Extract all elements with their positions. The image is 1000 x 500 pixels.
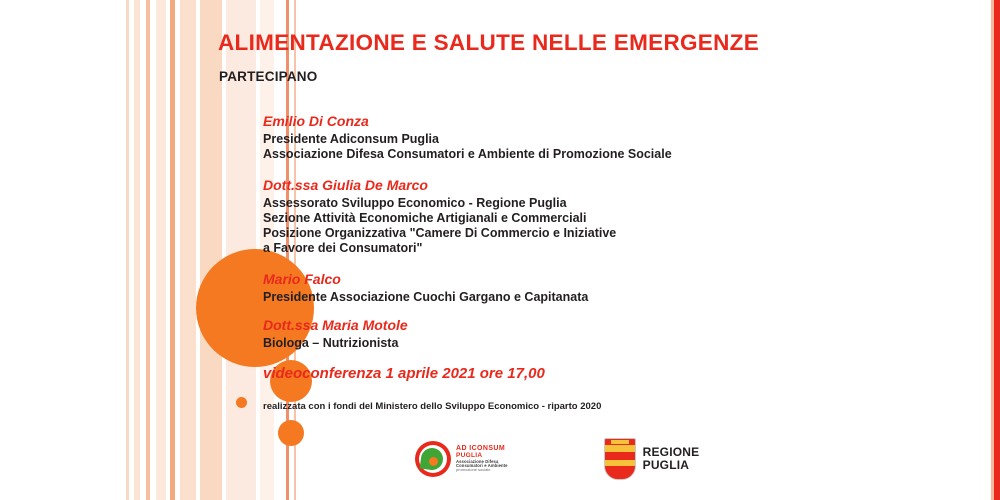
regione-puglia-logo — [604, 438, 700, 480]
adiconsum-mark-icon — [415, 441, 451, 477]
participant-detail: Associazione Difesa Consumatori e Ambiente di Promozione Sociale — [263, 147, 672, 161]
participant-block-4 — [263, 317, 408, 351]
participant-name: Mario Falco — [263, 271, 341, 287]
adiconsum-line-5: promozione sociale — [456, 467, 491, 473]
participant-name: Dott.ssa Maria Motole — [263, 317, 408, 333]
participant-block-2 — [263, 177, 616, 256]
logo-row — [415, 438, 699, 480]
participant-name: Dott.ssa Giulia De Marco — [263, 177, 428, 193]
page-title: ALIMENTAZIONE E SALUTE NELLE EMERGENZE — [218, 30, 759, 55]
participant-name: Emilio Di Conza — [263, 113, 369, 129]
event-datetime-line: videoconferenza 1 aprile 2021 ore 17,00 — [263, 365, 545, 382]
section-label-partecipano: PARTECIPANO — [219, 69, 318, 84]
adiconsum-line-2: PUGLIA — [456, 451, 483, 459]
participant-detail: Presidente Associazione Cuochi Gargano e Capitanata — [263, 290, 589, 304]
adiconsum-logo — [415, 441, 508, 477]
regione-logo-text — [643, 446, 700, 472]
adiconsum-line-4: Consumatori e Ambiente — [456, 462, 508, 468]
funding-note: realizzata con i fondi del Ministero dello Sviluppo Economico - riparto 2020 — [263, 401, 602, 412]
shield-icon — [604, 438, 636, 480]
participant-block-3 — [263, 271, 588, 305]
participant-detail: a Favore dei Consumatori" — [263, 241, 423, 255]
participant-block-1 — [263, 113, 672, 162]
regione-line-1: REGIONE — [642, 444, 700, 459]
participant-detail: Posizione Organizzativa "Camere Di Commercio e Iniziative — [263, 226, 617, 240]
adiconsum-logo-text — [456, 445, 508, 472]
regione-line-2: PUGLIA — [642, 458, 690, 472]
adiconsum-line-1: AD ICONSUM — [456, 445, 506, 453]
adiconsum-line-3: Associazione Difesa — [456, 458, 499, 464]
participant-detail: Sezione Attività Economiche Artigianali e Commerciali — [263, 211, 587, 225]
participant-detail: Assessorato Sviluppo Economico - Regione Puglia — [263, 196, 567, 210]
participant-detail: Biologa – Nutrizionista — [263, 336, 399, 350]
participant-detail: Presidente Adiconsum Puglia — [263, 132, 439, 146]
